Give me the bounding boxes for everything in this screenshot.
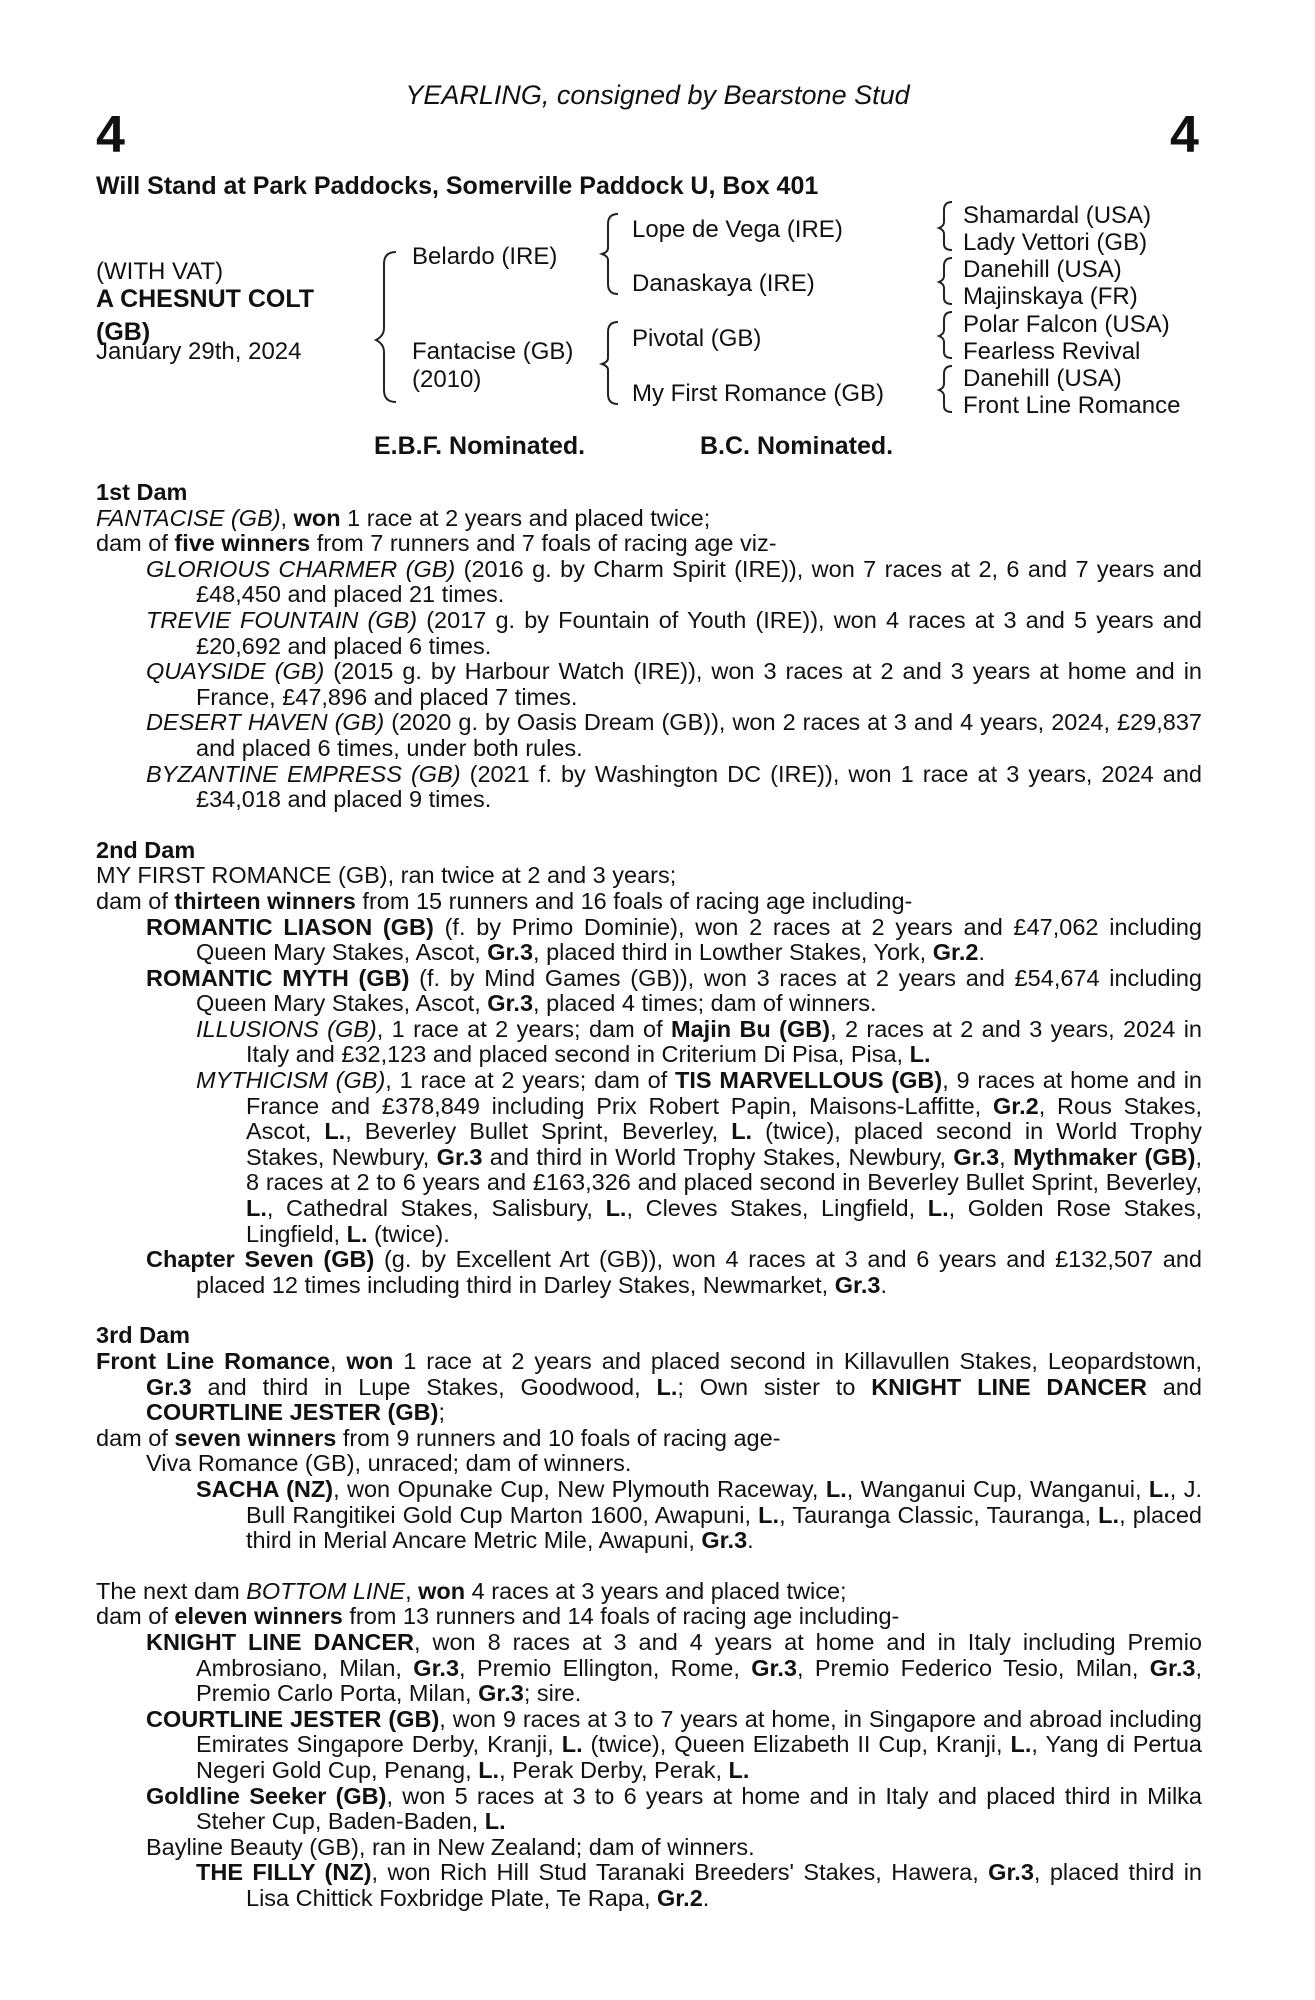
pedigree-g3-1: Shamardal (USA) [963, 202, 1152, 229]
bc-nominated: B.C. Nominated. [700, 432, 894, 460]
goldline-seeker: Goldline Seeker (GB), won 5 races at 3 to 6 years at home and in Italy and placed third in Milka Steher Cup, Baden-Baden, L. [146, 1782, 1203, 1835]
the-filly: THE FILLY (NZ), won Rich Hill Stud Taranaki Breeders' Stakes, Hawera, Gr.3, placed third in Lisa Chittick Foxbridge Plate, Te Rapa, Gr.2. [196, 1859, 1202, 1911]
ebf-nominated: E.B.F. Nominated. [374, 432, 586, 460]
pedigree-sire-dam: Danaskaya (IRE) [632, 270, 815, 297]
pedigree-dam-sire: Pivotal (GB) [632, 325, 762, 352]
sacha: SACHA (NZ), won Opunake Cup, New Plymouth Raceway, L., Wanganui Cup, Wanganui, L., J. Bull Rangitikei Gold Cup Marton 1600, Awapuni, L., Tauranga Classic, Tauranga, L., placed third in Merial Ancare Metric Mile, Awapuni, Gr.3. [196, 1475, 1203, 1554]
stand-location: Will Stand at Park Paddocks, Somerville Paddock U, Box 401 [96, 172, 819, 200]
next-dam-line1: The next dam BOTTOM LINE, won 4 races at 3 years and placed twice; [96, 1577, 847, 1604]
consignment-line: YEARLING, consigned by Bearstone Stud [405, 80, 910, 110]
pedigree-g3-2: Lady Vettori (GB) [963, 229, 1148, 256]
bayline-beauty: Bayline Beauty (GB), ran in New Zealand; dam of winners. [146, 1833, 755, 1860]
illusions: ILLUSIONS (GB), 1 race at 2 years; dam of Majin Bu (GB), 2 races at 2 and 3 years, 2024 in Italy and £32,123 and placed second in Criterium Di Pisa, Pisa, L. [196, 1015, 1202, 1068]
brace-gen1 [376, 252, 396, 402]
third-dam-line2: dam of seven winners from 9 runners and 10 foals of racing age- [96, 1424, 781, 1451]
brace-g3-3 [939, 312, 952, 358]
colt-name-line2: (GB) [96, 318, 151, 346]
colt-name-line1: A CHESNUT COLT [96, 285, 315, 313]
foaling-date: January 29th, 2024 [96, 338, 302, 365]
lot-number-right: 4 [1170, 106, 1199, 164]
chapter-seven: Chapter Seven (GB) (g. by Excellent Art (GB)), won 4 races at 3 and 6 years and £132,507 and placed 12 times including third in Darley Stakes, Newmarket, Gr.3. [146, 1246, 1202, 1298]
pedigree-g3-5: Polar Falcon (USA) [963, 311, 1170, 338]
first-dam-line1: FANTACISE (GB), won 1 race at 2 years and placed twice; [96, 504, 711, 531]
mythicism: MYTHICISM (GB), 1 race at 2 years; dam of TIS MARVELLOUS (GB), 9 races at home and in France and £378,849 including Prix Robert Papin, Maisons-Laffitte, Gr.2, Rous Stakes, Ascot, L., Beverley Bullet Sprint, Beverley, L. (twice), placed second in World Trophy Stakes, Newbury, Gr.3 and third in World Trophy Stakes, Newbury, Gr.3, Mythmaker (GB), 8 races at 2 to 6 years and £163,326 and placed second in Beverley Bullet Sprint, Beverley, L., Cathedral Stakes, Salisbury, L., Cleves Stakes, Lingfield, L., Golden Rose Stakes, Lingfield, L. (twice). [196, 1067, 1202, 1247]
progeny-1: GLORIOUS CHARMER (GB) (2016 g. by Charm Spirit (IRE)), won 7 races at 2, 6 and 7 years and £48,450 and placed 21 times. [146, 555, 1202, 608]
next-dam-line2: dam of eleven winners from 13 runners and 14 foals of racing age including- [96, 1603, 900, 1630]
brace-g3-4 [939, 366, 952, 412]
front-line-romance: Front Line Romance, won 1 race at 2 years and placed second in Killavullen Stakes, Leopardstown, Gr.3 and third in Lupe Stakes, Goodwood, L.; Own sister to KNIGHT LINE DANCER and COURTLINE JESTER (GB); [96, 1348, 1202, 1426]
first-dam-heading: 1st Dam [96, 479, 188, 505]
second-dam-heading: 2nd Dam [96, 836, 196, 863]
progeny-2: TREVIE FOUNTAIN (GB) (2017 g. by Fountain of Youth (IRE)), won 4 races at 3 and 5 years and £20,692 and placed 6 times. [146, 606, 1202, 659]
progeny-5: BYZANTINE EMPRESS (GB) (2021 f. by Washington DC (IRE)), won 1 race at 3 years, 2024 and £34,018 and placed 9 times. [146, 760, 1202, 813]
knight-line-dancer: KNIGHT LINE DANCER, won 8 races at 3 and 4 years at home and in Italy including Premio Ambrosiano, Milan, Gr.3, Premio Ellington, Rome, Gr.3, Premio Federico Tesio, Milan, Gr.3, Premio Carlo Porta, Milan, Gr.3; sire. [146, 1628, 1202, 1707]
pedigree-g3-8: Front Line Romance [963, 392, 1181, 419]
brace-dam [602, 322, 618, 404]
dam-notes [96, 480, 1202, 1911]
pedigree-dam-line1: Fantacise (GB) [412, 338, 574, 365]
progeny-3: QUAYSIDE (GB) (2015 g. by Harbour Watch (IRE)), won 3 races at 2 and 3 years at home and in France, £47,896 and placed 7 times. [146, 658, 1202, 710]
brace-g3-1 [939, 202, 952, 250]
brace-sire [602, 214, 618, 294]
pedigree-sire-sire: Lope de Vega (IRE) [632, 216, 843, 243]
viva-romance: Viva Romance (GB), unraced; dam of winners. [146, 1450, 632, 1477]
progeny-4: DESERT HAVEN (GB) (2020 g. by Oasis Dream (GB)), won 2 races at 3 and 4 years, 2024, £29,837 and placed 6 times, under both rules. [146, 709, 1202, 761]
pedigree-g3-7: Danehill (USA) [963, 365, 1122, 392]
first-dam-line2: dam of five winners from 7 runners and 7 foals of racing age viz- [96, 530, 777, 557]
vat-note: (WITH VAT) [96, 258, 224, 285]
second-dam-line1: MY FIRST ROMANCE (GB), ran twice at 2 and 3 years; [96, 862, 677, 889]
brace-g3-2 [939, 258, 952, 304]
pedigree-g3-4: Majinskaya (FR) [963, 283, 1138, 310]
lot-number-left: 4 [96, 106, 125, 164]
pedigree-sire: Belardo (IRE) [412, 243, 558, 270]
second-dam-line2: dam of thirteen winners from 15 runners and 16 foals of racing age including- [96, 887, 913, 914]
pedigree-g3-6: Fearless Revival [963, 338, 1141, 365]
third-dam-heading: 3rd Dam [96, 1322, 191, 1349]
pedigree-g3-3: Danehill (USA) [963, 256, 1122, 283]
pedigree-dam-line2: (2010) [412, 366, 482, 393]
pedigree-dam-dam: My First Romance (GB) [632, 380, 885, 407]
courtline-jester: COURTLINE JESTER (GB), won 9 races at 3 to 7 years at home, in Singapore and abroad including Emirates Singapore Derby, Kranji, L. (twice), Queen Elizabeth II Cup, Kranji, L., Yang di Pertua Negeri Gold Cup, Penang, L., Perak Derby, Perak, L. [146, 1705, 1202, 1783]
romantic-liason: ROMANTIC LIASON (GB) (f. by Primo Dominie), won 2 races at 2 years and £47,062 including Queen Mary Stakes, Ascot, Gr.3, placed third in Lowther Stakes, York, Gr.2. [146, 913, 1202, 966]
romantic-myth: ROMANTIC MYTH (GB) (f. by Mind Games (GB)), won 3 races at 2 years and £54,674 including Queen Mary Stakes, Ascot, Gr.3, placed 4 times; dam of winners. [146, 964, 1202, 1017]
